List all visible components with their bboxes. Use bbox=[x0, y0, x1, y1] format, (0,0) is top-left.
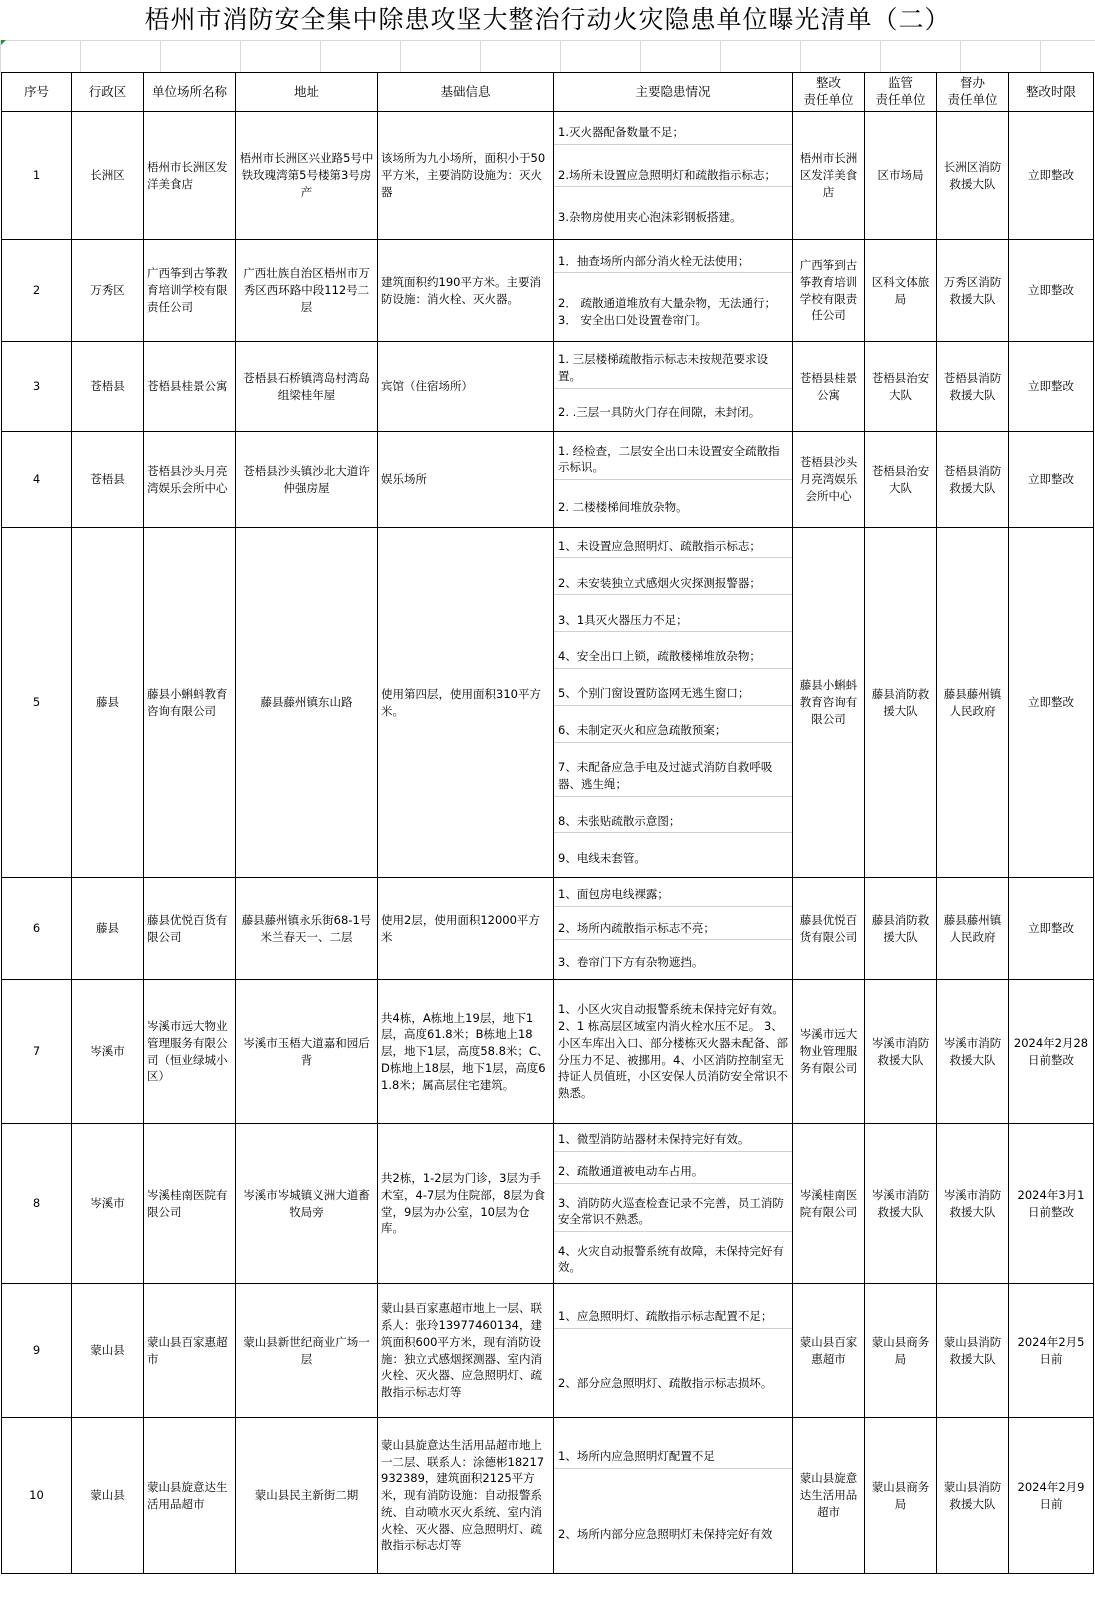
cell-issues bbox=[554, 112, 793, 240]
table-row bbox=[2, 112, 1094, 240]
cell-supervise-resp-unit: 万秀区消防救援大队 bbox=[937, 240, 1009, 342]
issue-item: 6、未制定灭火和应急疏散预案； bbox=[554, 719, 792, 743]
cell-district: 藤县 bbox=[72, 878, 144, 980]
issue-item: 5、个别门窗设置防盗网无逃生窗口； bbox=[554, 682, 792, 706]
cell-address: 蒙山县新世纪商业广场一层 bbox=[236, 1284, 378, 1418]
cell-district: 苍梧县 bbox=[72, 432, 144, 528]
cell-unit: 蒙山县百家惠超市 bbox=[144, 1284, 236, 1418]
header-deadline: 整改时限 bbox=[1009, 73, 1094, 112]
header-seq: 序号 bbox=[2, 73, 72, 112]
cell-issues bbox=[554, 342, 793, 432]
issue-item: 1．抽查场所内部分消火栓无法使用； bbox=[554, 249, 792, 273]
cell-district: 苍梧县 bbox=[72, 342, 144, 432]
header-resp-unit: 整改 责任单位 bbox=[793, 73, 865, 112]
issue-item: 2.场所未设置应急照明灯和疏散指示标志； bbox=[554, 163, 792, 187]
cell-issues bbox=[554, 1418, 793, 1574]
cell-supervise-unit: 蒙山县商务局 bbox=[865, 1418, 937, 1574]
issue-item: 1.灭火器配备数量不足； bbox=[554, 121, 792, 145]
cell-seq: 6 bbox=[2, 878, 72, 980]
cell-basic-info: 使用第四层，使用面积310平方米。 bbox=[378, 528, 554, 878]
cell-resp-unit: 岑溪桂南医院有限公司 bbox=[793, 1124, 865, 1284]
cell-resp-unit: 苍梧县桂景公寓 bbox=[793, 342, 865, 432]
cell-address: 藤县藤州镇东山路 bbox=[236, 528, 378, 878]
cell-supervise-resp-unit: 长洲区消防救援大队 bbox=[937, 112, 1009, 240]
cell-resp-unit: 苍梧县沙头月亮湾娱乐会所中心 bbox=[793, 432, 865, 528]
cell-supervise-unit: 藤县消防救援大队 bbox=[865, 878, 937, 980]
issue-item: 2、部分应急照明灯、疏散指示标志损坏。 bbox=[558, 1376, 773, 1391]
cell-seq: 9 bbox=[2, 1284, 72, 1418]
issue-item: 1、微型消防站器材未保持完好有效。 bbox=[554, 1128, 792, 1152]
hazard-table bbox=[1, 72, 1094, 1574]
cell-supervise-resp-unit: 岑溪市消防救援大队 bbox=[937, 1124, 1009, 1284]
table-row bbox=[2, 980, 1094, 1124]
table-row bbox=[2, 528, 1094, 878]
issue-item: 2． 疏散通道堆放有大量杂物，无法通行；3． 安全出口处设置卷帘门。 bbox=[558, 296, 776, 327]
issue-item: 9、电线未套管。 bbox=[558, 851, 646, 866]
cell-deadline: 立即整改 bbox=[1009, 878, 1094, 980]
cell-basic-info: 宾馆（住宿场所） bbox=[378, 342, 554, 432]
cell-unit: 蒙山县旋意达生活用品超市 bbox=[144, 1418, 236, 1574]
issue-item: 1. 经检查，二层安全出口未设置安全疏散指示标识。 bbox=[554, 440, 792, 480]
cell-unit: 岑溪桂南医院有限公司 bbox=[144, 1124, 236, 1284]
cell-address: 岑溪市玉梧大道嘉和园后背 bbox=[236, 980, 378, 1124]
table-header-row bbox=[2, 73, 1094, 112]
cell-district: 岑溪市 bbox=[72, 1124, 144, 1284]
cell-seq: 2 bbox=[2, 240, 72, 342]
cell-deadline: 立即整改 bbox=[1009, 112, 1094, 240]
cell-seq: 8 bbox=[2, 1124, 72, 1284]
cell-supervise-unit: 岑溪市消防救援大队 bbox=[865, 1124, 937, 1284]
cell-district: 岑溪市 bbox=[72, 980, 144, 1124]
cell-district: 万秀区 bbox=[72, 240, 144, 342]
cell-unit: 藤县优悦百货有限公司 bbox=[144, 878, 236, 980]
issue-item: 3、消防防火巡查检查记录不完善，员工消防安全常识不熟悉。 bbox=[554, 1192, 792, 1232]
cell-deadline: 2024年2月9日前 bbox=[1009, 1418, 1094, 1574]
cell-district: 藤县 bbox=[72, 528, 144, 878]
cell-supervise-unit: 苍梧县治安大队 bbox=[865, 342, 937, 432]
cell-issues bbox=[554, 432, 793, 528]
cell-supervise-unit: 苍梧县治安大队 bbox=[865, 432, 937, 528]
cell-basic-info: 娱乐场所 bbox=[378, 432, 554, 528]
issue-item: 4、火灾自动报警系统有故障，未保持完好有效。 bbox=[558, 1243, 784, 1275]
cell-supervise-unit: 岑溪市消防救援大队 bbox=[865, 980, 937, 1124]
cell-supervise-resp-unit: 岑溪市消防救援大队 bbox=[937, 980, 1009, 1124]
cell-address: 蒙山县民主新街二期 bbox=[236, 1418, 378, 1574]
cell-address: 苍梧县石桥镇湾岛村湾岛组梁桂年屋 bbox=[236, 342, 378, 432]
header-unit: 单位场所名称 bbox=[144, 73, 236, 112]
cell-resp-unit: 藤县优悦百货有限公司 bbox=[793, 878, 865, 980]
cell-basic-info: 共4栋，A栋地上19层，地下1层，高度61.8米；B栋地上18层，地下1层，高度58.8米；C、D栋地上18层，地下1层，高度61.8米；属高层住宅建筑。 bbox=[378, 980, 554, 1124]
page-title: 梧州市消防安全集中除患攻坚大整治行动火灾隐患单位曝光清单（二） bbox=[144, 5, 951, 34]
cell-resp-unit: 藤县小蝌蚪教育咨询有限公司 bbox=[793, 528, 865, 878]
cell-basic-info: 使用2层，使用面积12000平方米 bbox=[378, 878, 554, 980]
cell-seq: 7 bbox=[2, 980, 72, 1124]
issue-item: 2、场所内部分应急照明灯未保持完好有效 bbox=[558, 1526, 773, 1541]
header-district: 行政区 bbox=[72, 73, 144, 112]
header-issues: 主要隐患情况 bbox=[554, 73, 793, 112]
cell-deadline: 2024年2月28日前整改 bbox=[1009, 980, 1094, 1124]
table-row bbox=[2, 1284, 1094, 1418]
cell-district: 蒙山县 bbox=[72, 1418, 144, 1574]
issue-item: 2、场所内疏散指示标志不亮； bbox=[554, 916, 792, 940]
cell-supervise-resp-unit: 蒙山县消防救援大队 bbox=[937, 1418, 1009, 1574]
issue-item: 1. 三层楼梯疏散指示标志未按规范要求设置。 bbox=[554, 348, 792, 388]
issue-item: 2、疏散通道被电动车占用。 bbox=[554, 1160, 792, 1184]
cell-address: 藤县藤州镇永乐街68-1号米兰春天一、二层 bbox=[236, 878, 378, 980]
issue-item: 3、卷帘门下方有杂物遮挡。 bbox=[558, 954, 704, 969]
cell-issues bbox=[554, 240, 793, 342]
cell-unit: 广西筝到古筝教育培训学校有限责任公司 bbox=[144, 240, 236, 342]
issue-item: 2、未安装独立式感烟火灾探测报警器； bbox=[554, 571, 792, 595]
table-row bbox=[2, 432, 1094, 528]
table-row bbox=[2, 342, 1094, 432]
issue-item: 1、小区火灾自动报警系统未保持完好有效。2、1 栋高层区域室内消火栓水压不足。 3、小区车库出入口、部分楼栋灭火器未配备、部分压力不足、被挪用。4、小区消防控制室无持证人员值班，小区安保人员消防安全常识不熟悉。 bbox=[558, 1002, 788, 1100]
header-supervise-resp: 督办 责任单位 bbox=[937, 73, 1009, 112]
issue-item: 4、安全出口上锁，疏散楼梯堆放杂物； bbox=[554, 645, 792, 669]
table-row bbox=[2, 1124, 1094, 1284]
cell-basic-info: 共2栋，1-2层为门诊，3层为手术室，4-7层为住院部，8层为食堂，9层为办公室，10层为仓库。 bbox=[378, 1124, 554, 1284]
spreadsheet-blank-row bbox=[0, 40, 1095, 73]
issue-item: 1、面包房电线裸露； bbox=[554, 883, 792, 907]
cell-resp-unit: 广西筝到古筝教育培训学校有限责任公司 bbox=[793, 240, 865, 342]
cell-seq: 5 bbox=[2, 528, 72, 878]
cell-deadline: 立即整改 bbox=[1009, 342, 1094, 432]
cell-supervise-resp-unit: 苍梧县消防救援大队 bbox=[937, 432, 1009, 528]
cell-deadline: 2024年2月5日前 bbox=[1009, 1284, 1094, 1418]
header-address: 地址 bbox=[236, 73, 378, 112]
issue-item: 1、应急照明灯、疏散指示标志配置不足； bbox=[554, 1305, 792, 1329]
cell-resp-unit: 岑溪市远大物业管理服务有限公司 bbox=[793, 980, 865, 1124]
issue-item: 7、未配备应急手电及过滤式消防自救呼吸器、逃生绳； bbox=[554, 756, 792, 796]
cell-deadline: 立即整改 bbox=[1009, 240, 1094, 342]
cell-seq: 3 bbox=[2, 342, 72, 432]
cell-supervise-unit: 区科文体旅局 bbox=[865, 240, 937, 342]
issue-item: 1、未设置应急照明灯、疏散指示标志； bbox=[554, 534, 792, 558]
table-row bbox=[2, 1418, 1094, 1574]
cell-basic-info: 蒙山县旋意达生活用品超市地上一二层、联系人：涂德彬18217932389，建筑面积2125平方米，现有消防设施：自动报警系统、自动喷水灭火系统、室内消火栓、灭火器、应急照明灯、疏散指示标志灯等 bbox=[378, 1418, 554, 1574]
cell-address: 岑溪市岑城镇义洲大道畜牧局旁 bbox=[236, 1124, 378, 1284]
cell-basic-info: 建筑面积约190平方米。主要消防设施：消火栓、灭火器。 bbox=[378, 240, 554, 342]
header-basic-info: 基础信息 bbox=[378, 73, 554, 112]
cell-issues bbox=[554, 1284, 793, 1418]
table-row bbox=[2, 878, 1094, 980]
cell-seq: 4 bbox=[2, 432, 72, 528]
cell-issues bbox=[554, 528, 793, 878]
issue-item: 2. 二楼楼梯间堆放杂物。 bbox=[558, 499, 688, 514]
cell-unit: 藤县小蝌蚪教育咨询有限公司 bbox=[144, 528, 236, 878]
issue-item: 2. .三层一具防火门存在间隙，未封闭。 bbox=[558, 405, 761, 420]
issue-item: 1、场所内应急照明灯配置不足 bbox=[554, 1445, 792, 1469]
header-supervise: 监管 责任单位 bbox=[865, 73, 937, 112]
cell-basic-info: 蒙山县百家惠超市地上一层、联系人：张玲13977460134，建筑面积600平方米，现有消防设施：独立式感烟探测器、室内消火栓、灭火器、应急照明灯、疏散指示标志灯等 bbox=[378, 1284, 554, 1418]
cell-seq: 10 bbox=[2, 1418, 72, 1574]
cell-unit: 苍梧县桂景公寓 bbox=[144, 342, 236, 432]
cell-resp-unit: 蒙山县百家惠超市 bbox=[793, 1284, 865, 1418]
cell-seq: 1 bbox=[2, 112, 72, 240]
cell-unit: 梧州市长洲区发洋美食店 bbox=[144, 112, 236, 240]
cell-supervise-resp-unit: 藤县藤州镇人民政府 bbox=[937, 878, 1009, 980]
cell-deadline: 立即整改 bbox=[1009, 432, 1094, 528]
table-row bbox=[2, 240, 1094, 342]
cell-supervise-unit: 藤县消防救援大队 bbox=[865, 528, 937, 878]
cell-address: 广西壮族自治区梧州市万秀区西环路中段112号二层 bbox=[236, 240, 378, 342]
issue-item: 3.杂物房使用夹心泡沫彩钢板搭建。 bbox=[558, 210, 742, 225]
cell-supervise-unit: 区市场局 bbox=[865, 112, 937, 240]
cell-supervise-unit: 蒙山县商务局 bbox=[865, 1284, 937, 1418]
issue-item: 8、未张贴疏散示意图； bbox=[554, 809, 792, 833]
cell-address: 梧州市长洲区兴业路5号中铁玫瑰湾第5号楼第3号房产 bbox=[236, 112, 378, 240]
cell-district: 长洲区 bbox=[72, 112, 144, 240]
cell-supervise-resp-unit: 蒙山县消防救援大队 bbox=[937, 1284, 1009, 1418]
cell-supervise-resp-unit: 藤县藤州镇人民政府 bbox=[937, 528, 1009, 878]
cell-deadline: 立即整改 bbox=[1009, 528, 1094, 878]
cell-issues bbox=[554, 878, 793, 980]
cell-address: 苍梧县沙头镇沙北大道许仲强房屋 bbox=[236, 432, 378, 528]
cell-issues bbox=[554, 980, 793, 1124]
cell-supervise-resp-unit: 苍梧县消防救援大队 bbox=[937, 342, 1009, 432]
cell-resp-unit: 梧州市长洲区发洋美食店 bbox=[793, 112, 865, 240]
cell-unit: 岑溪市远大物业管理服务有限公司（恒业绿城小区） bbox=[144, 980, 236, 1124]
cell-district: 蒙山县 bbox=[72, 1284, 144, 1418]
issue-item: 3、1具灭火器压力不足； bbox=[554, 608, 792, 632]
cell-deadline: 2024年3月1日前整改 bbox=[1009, 1124, 1094, 1284]
cell-resp-unit: 蒙山县旋意达生活用品超市 bbox=[793, 1418, 865, 1574]
cell-basic-info: 该场所为九小场所，面积小于50平方米，主要消防设施为：灭火器 bbox=[378, 112, 554, 240]
cell-corner-marker bbox=[1, 40, 6, 45]
cell-issues bbox=[554, 1124, 793, 1284]
cell-unit: 苍梧县沙头月亮湾娱乐会所中心 bbox=[144, 432, 236, 528]
